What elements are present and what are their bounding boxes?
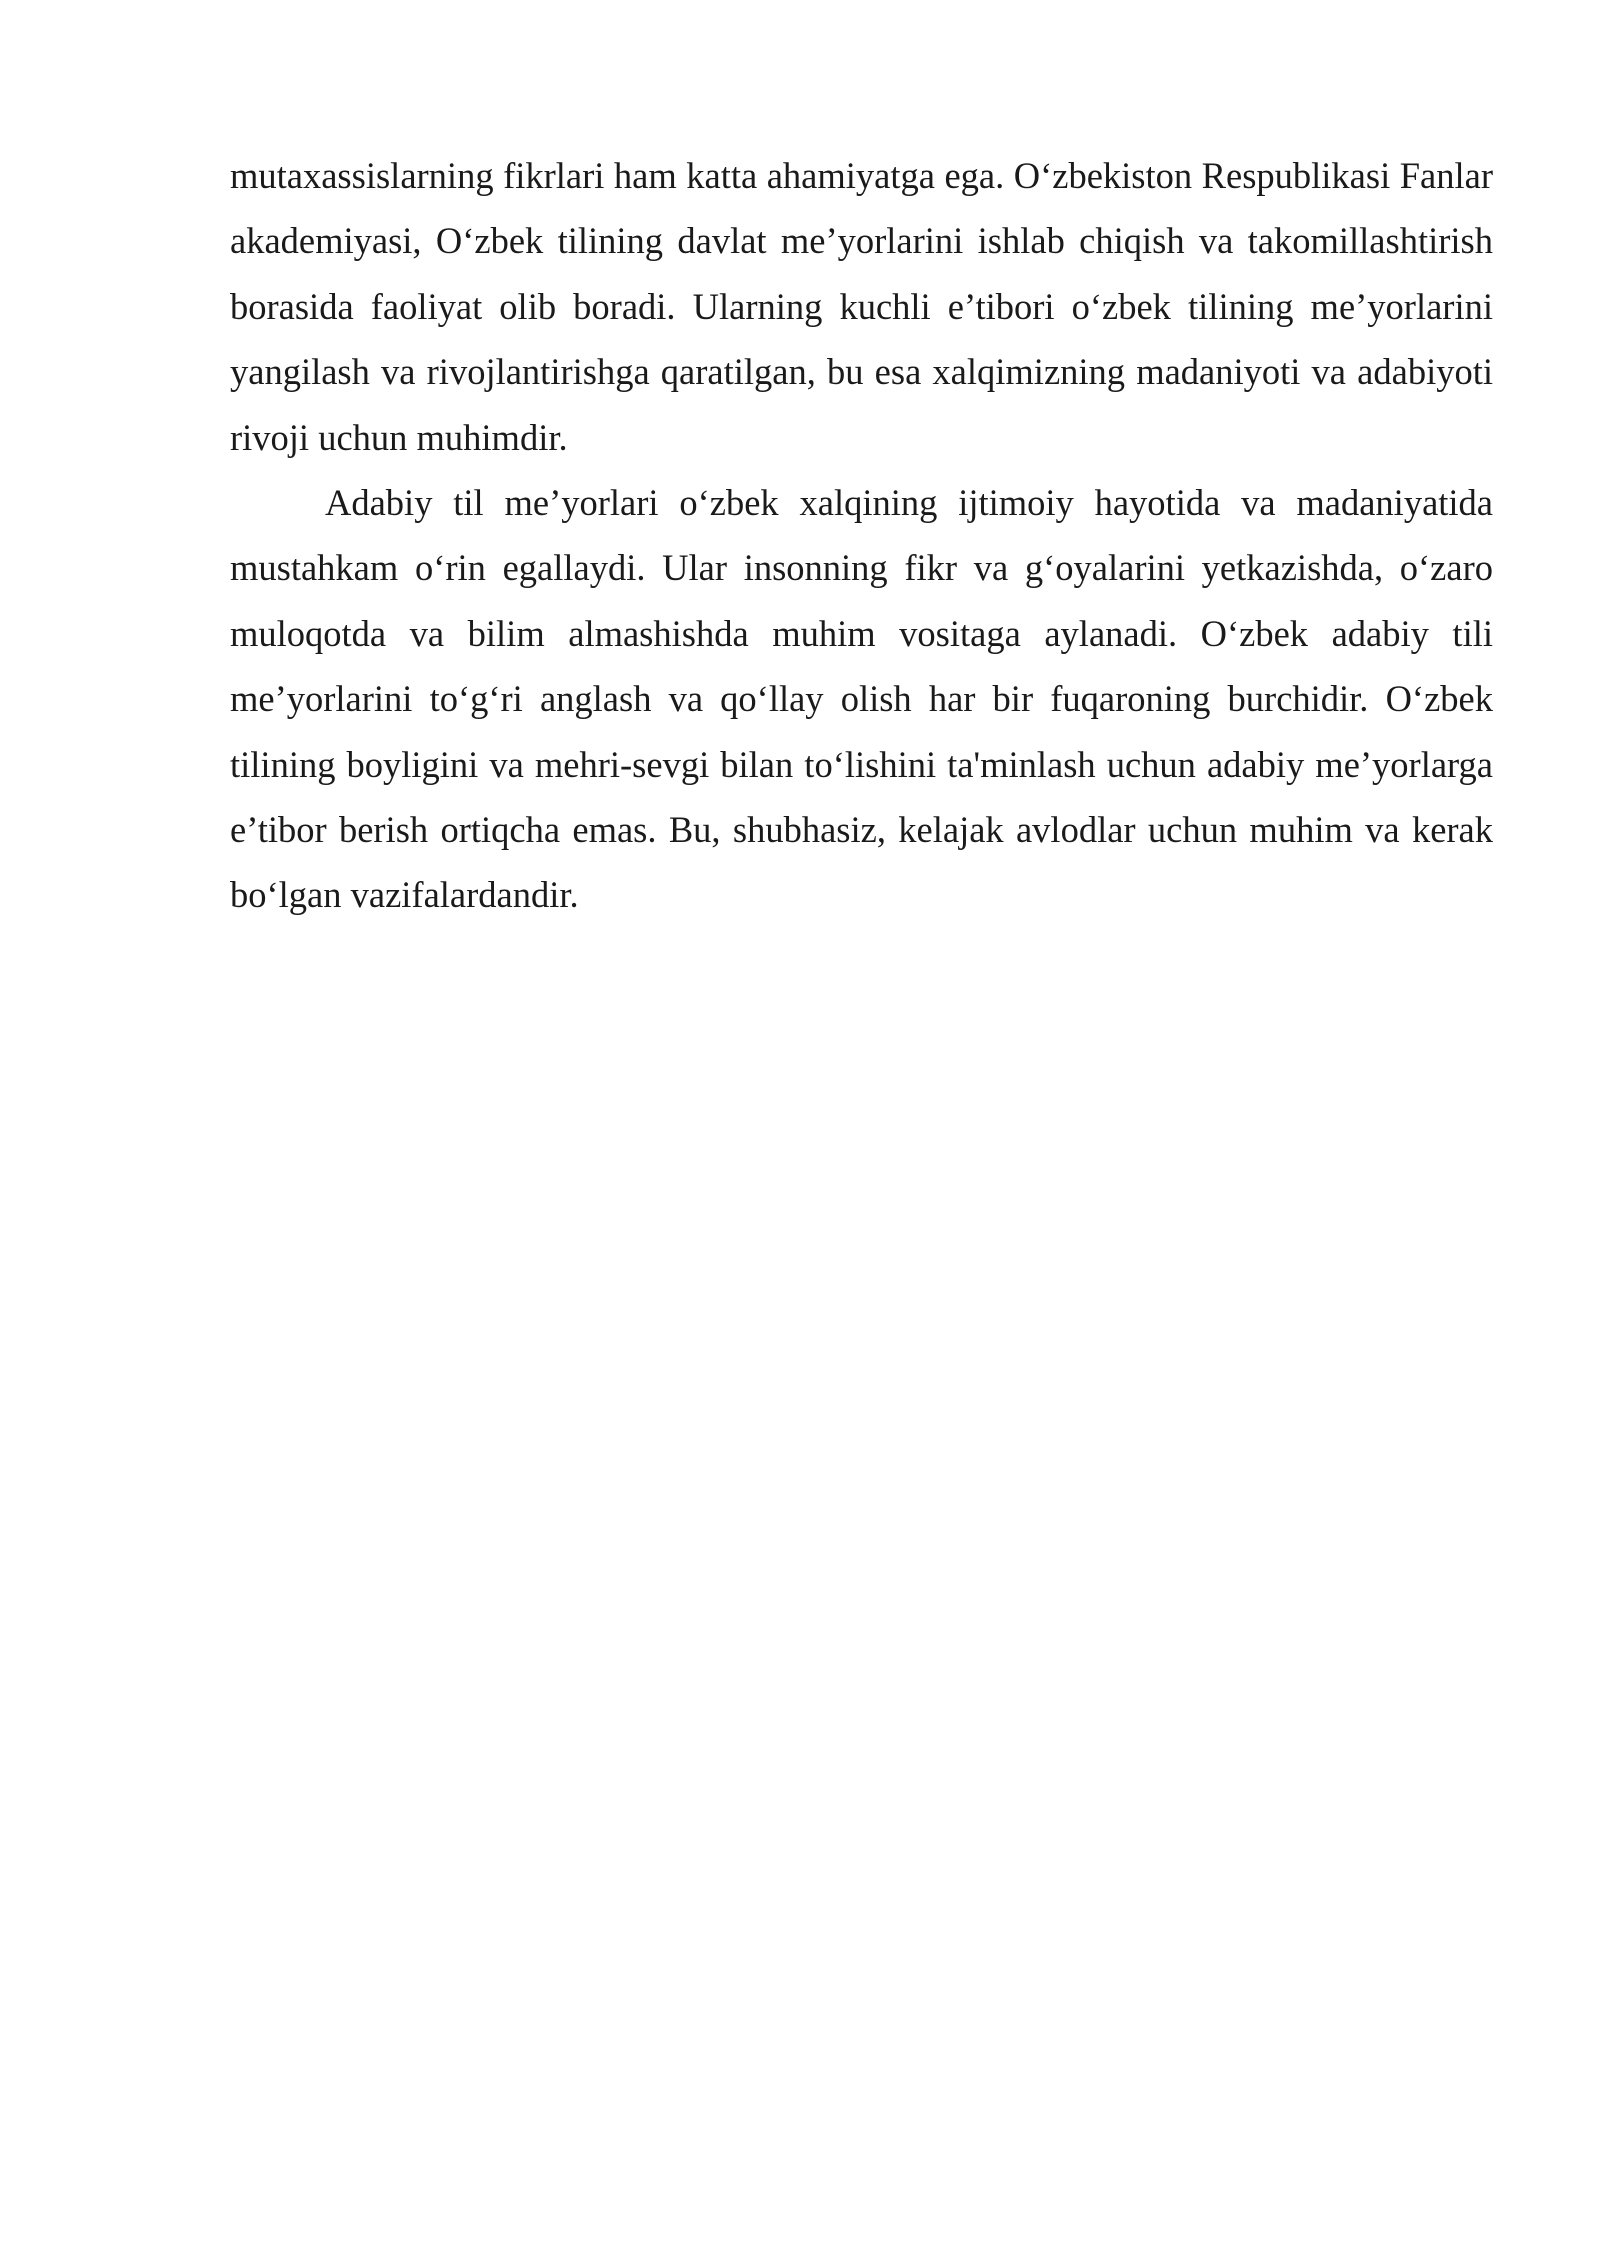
paragraph-continuation: mutaxassislarning fikrlari ham katta ahamiyatga ega. O‘zbekiston Respublikasi Fanlar akademiyasi, O‘zbek tilining davlat me’yorlarini ishlab chiqish va takomillashtirish borasida faoliyat olib boradi. Ularning kuchli e’tibori o‘zbek tilining me’yorlarini yangilash va rivojlantirishga qaratilgan, bu esa xalqimizning madaniyoti va adabiyoti rivoji uchun muhimdir. [230,155,1493,458]
document-body [230,143,1493,928]
paragraph-literary-language-norms: Adabiy til me’yorlari o‘zbek xalqining ijtimoiy hayotida va madaniyatida mustahkam o‘rin egallaydi. Ular insonning fikr va g‘oyalarini yetkazishda, o‘zaro muloqotda va bilim almashishda muhim vositaga aylanadi. O‘zbek adabiy tili me’yorlarini to‘g‘ri anglash va qo‘llay olish har bir fuqaroning burchidir. O‘zbek tilining boyligini va mehri-sevgi bilan to‘lishini ta'minlash uchun adabiy me’yorlarga e’tibor berish ortiqcha emas. Bu, shubhasiz, kelajak avlodlar uchun muhim va kerak bo‘lgan vazifalardandir. [230,482,1493,916]
